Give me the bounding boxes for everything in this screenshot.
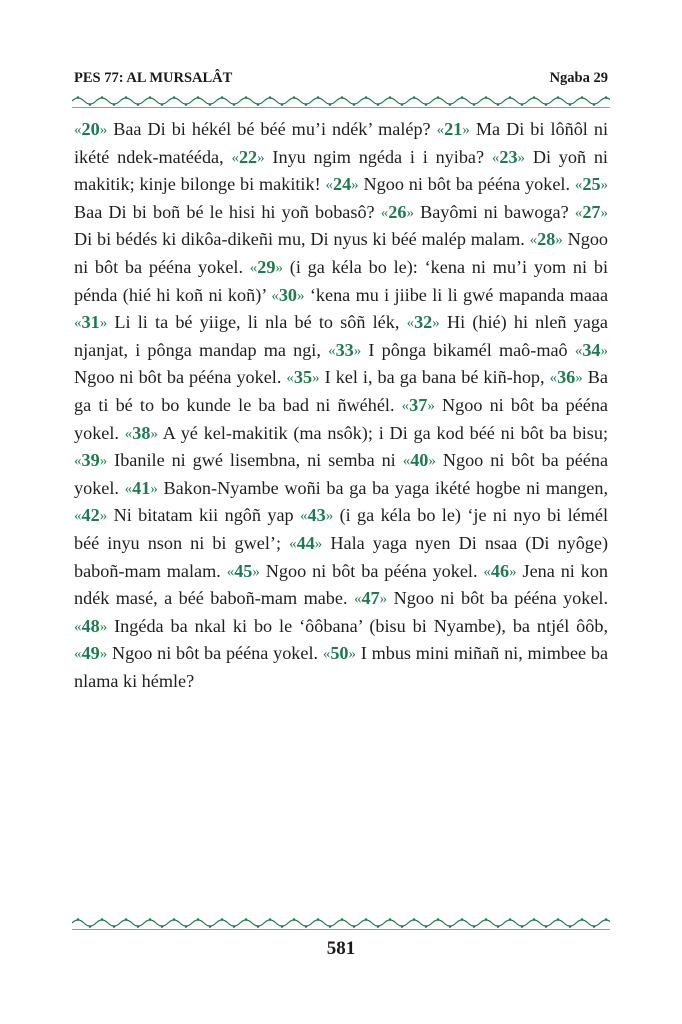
verse-text: Ma Di bi lôñôl ni ikété ndek-matééda, (74, 119, 609, 167)
verse-text: Inyu ngim ngéda i i nyiba? (272, 146, 485, 167)
verse-text: Hi (hié) hi nleñ yaga njanjat, i pônga mandap ma ngi, (74, 312, 609, 360)
verse-text: Ibanile ni gwé lisembna, ni semba ni (114, 450, 396, 471)
verse-ornament-icon: » (99, 508, 108, 525)
verse-ornament-icon: « (574, 204, 583, 221)
verse-ornament-icon: « (353, 591, 362, 608)
verse-ornament-icon: » (353, 342, 362, 359)
verse-number-marker (492, 147, 525, 167)
verse-number-marker (231, 147, 264, 167)
verse-number-marker (300, 505, 333, 525)
verse-number-marker (325, 174, 358, 194)
verse-ornament-icon: « (74, 315, 82, 332)
verse-ornament-icon: » (555, 232, 563, 249)
verse-number: 40 (410, 450, 429, 471)
verse-ornament-icon: « (529, 232, 538, 249)
verse-number: 22 (238, 146, 258, 167)
verse-number: 25 (582, 174, 601, 195)
verse-number-marker (575, 340, 608, 360)
verse-number-marker (74, 616, 107, 636)
verse-ornament-icon: « (406, 315, 415, 332)
verse-number-marker (403, 450, 436, 470)
ornamental-border-bottom (72, 916, 610, 930)
verse-text: Ngoo ni bôt ba péénа yokel. (74, 367, 282, 388)
verse-number: 24 (332, 174, 352, 195)
verse-number-marker (74, 119, 107, 139)
verse-number-marker (289, 533, 322, 553)
verse-ornament-icon: » (600, 177, 609, 194)
verse-number: 30 (278, 284, 298, 305)
verse-ornament-icon: « (289, 535, 297, 552)
verse-text: (i ga kéla bo le): ‘kena ni mu’i yom ni bi pénda (hié hi koñ ni koñ)’ (74, 256, 609, 305)
verse-number: 36 (557, 367, 576, 388)
verse-ornament-icon: « (249, 259, 258, 276)
verse-text: Ngoo ni bôt ba péénа yokel. (265, 560, 478, 581)
verse-text: I pônga bikamél maô-maô (368, 339, 568, 360)
verse-number: 32 (414, 312, 433, 333)
verse-ornament-icon: » (600, 342, 608, 359)
verse-number: 41 (132, 477, 151, 498)
verse-number: 33 (335, 339, 354, 360)
verse-text: Jena ni kon ndék masé, a béé baboñ-mam mabe. (74, 560, 609, 609)
verse-ornament-icon: « (74, 453, 82, 470)
ornamental-border-top (72, 94, 610, 108)
verse-number-marker (483, 561, 516, 581)
verse-number-marker (125, 478, 158, 498)
verse-text: Li li ta bé yiige, li nla bé to sôñ lék, (114, 312, 400, 333)
verse-ornament-icon: « (74, 122, 82, 138)
verse-text: Di bi bédés ki dikôa-dikeñi mu, Di nyus ki béé malép malam. (74, 229, 525, 250)
verse-number-marker (437, 119, 470, 139)
verse-number: 49 (81, 643, 100, 664)
verse-number-marker (74, 643, 107, 663)
verse-text: Ba ga ti bé to bo kunde le ba bad ni ñwéhél. (74, 367, 608, 415)
verse-number: 43 (307, 505, 326, 526)
verse-ornament-icon: » (99, 315, 108, 332)
verse-ornament-icon: « (226, 563, 235, 580)
verse-ornament-icon: » (575, 370, 583, 387)
verse-ornament-icon: » (351, 177, 359, 194)
verse-ornament-icon: « (549, 370, 558, 387)
surah-title: PES 77: AL MURSALÂT (74, 70, 233, 86)
verse-number: 27 (582, 201, 601, 222)
verse-ornament-icon: » (252, 563, 260, 580)
verse-ornament-icon: « (328, 342, 336, 359)
verse-number-marker (323, 643, 356, 663)
verse-number: 23 (499, 146, 518, 167)
verse-number-marker (286, 367, 319, 387)
verse-text: Ni bitatam kii ngôñ yap (113, 505, 294, 526)
verse-ornament-icon: « (380, 204, 389, 221)
verse-text: I mbus mini miñañ ni, mimbee ba nlama ki hémle? (74, 643, 609, 691)
verse-text: Baa Di bi hékél bé béé mu’i ndék’ malép? (113, 119, 431, 139)
verse-ornament-icon: « (436, 122, 445, 138)
verse-number-marker (381, 202, 414, 222)
verse-ornament-icon: « (401, 397, 410, 414)
verse-number-marker (550, 367, 583, 387)
verse-ornament-icon: « (574, 177, 583, 194)
verse-number-marker (354, 588, 387, 608)
verse-text: ‘kena mu i jiibe li li gwé mapanda maaa (309, 284, 609, 305)
verse-number: 35 (293, 367, 313, 388)
verse-ornament-icon: » (427, 397, 435, 414)
verse-number-marker (402, 395, 435, 415)
verse-number-marker (125, 423, 158, 443)
verse-number: 29 (257, 256, 276, 277)
verse-ornament-icon: » (297, 287, 305, 304)
verse-ornament-icon: « (286, 370, 294, 387)
verse-text: I kel i, ba ga bana bé kiñ-hop, (324, 367, 545, 388)
verse-ornament-icon: « (271, 287, 279, 304)
verse-number: 44 (296, 532, 315, 553)
verse-ornament-icon: » (406, 204, 414, 221)
verse-number: 26 (388, 201, 407, 222)
verse-number: 37 (409, 394, 428, 415)
verse-number-marker (530, 229, 563, 249)
ornament-vine-icon (72, 916, 610, 930)
verse-ornament-icon: « (74, 618, 82, 635)
verse-ornament-icon: » (99, 453, 108, 470)
verse-number: 46 (490, 560, 510, 581)
verse-ornament-icon: « (574, 342, 583, 359)
verse-ornament-icon: « (231, 149, 239, 166)
verse-ornament-icon: » (275, 259, 283, 276)
verse-ornament-icon: » (379, 591, 388, 608)
verse-number-marker (227, 561, 260, 581)
verse-number: 28 (537, 229, 556, 250)
verse-text: Ngoo ni bôt ba péénа yokel. (74, 450, 609, 498)
verse-text: Bayômi ni bawoga? (420, 201, 569, 222)
verse-ornament-icon: » (600, 204, 608, 221)
verse-ornament-icon: » (517, 149, 526, 166)
verse-ornament-icon: » (325, 508, 334, 525)
page-header (74, 70, 608, 87)
verse-number-marker (74, 312, 107, 332)
ornament-vine-icon (72, 94, 610, 108)
verse-number-marker (74, 450, 107, 470)
verse-ornament-icon: » (257, 149, 265, 166)
verse-ornament-icon: » (428, 453, 436, 470)
verse-number: 31 (81, 312, 100, 333)
verse-ornament-icon: « (322, 646, 331, 663)
verse-text: A yé kel-makitik (ma nsôk); i Di ga kod béé ni bôt ba bisu; (162, 422, 608, 443)
verse-number-marker (271, 285, 304, 305)
verse-ornament-icon: « (483, 563, 491, 580)
verse-text: Ngoo ni bôt ba péénа yokel. (74, 229, 609, 277)
verse-ornament-icon: » (99, 646, 108, 663)
verse-text: (i ga kéla bo le) ‘je ni nyo bi lémél béé inyu nson ni bi gwel’; (74, 505, 609, 553)
verse-number: 48 (81, 615, 100, 636)
verse-ornament-icon: « (491, 149, 500, 166)
verse-text: Hala yaga nyen Di nsaa (Di nyôge) baboñ-mam malam. (74, 532, 609, 581)
verse-text: Ingéda ba nkal ki bo le ‘ôôbana’ (bisu bi Nyambe), ba ntjél ôôb, (114, 615, 609, 636)
verse-ornament-icon: « (325, 177, 333, 194)
verse-text: Di yoñ ni makitik; kinje bilonge bi makitik! (74, 146, 608, 195)
verse-ornament-icon: » (462, 122, 470, 138)
verse-number-marker (575, 202, 608, 222)
verse-ornament-icon: » (314, 535, 323, 552)
verse-text: Ngoo ni bôt ba péénа yokel. (363, 174, 571, 195)
verse-ornament-icon: « (300, 508, 308, 525)
verse-ornament-icon: » (432, 315, 440, 332)
juz-label: Ngaba 29 (549, 70, 608, 86)
verse-ornament-icon: » (150, 480, 158, 497)
verse-number-marker (328, 340, 361, 360)
verse-number: 45 (234, 560, 253, 581)
verse-number-marker (74, 505, 107, 525)
verse-ornament-icon: « (124, 425, 133, 442)
verse-text: Ngoo ni bôt ba péénа yokel. (111, 643, 319, 664)
verse-number: 39 (81, 450, 100, 471)
verse-ornament-icon: « (74, 646, 82, 663)
verse-text: Bakon-Nyambe woñi ba ga ba yaga ikété hogbe ni mangen, (163, 477, 609, 498)
verse-number: 42 (81, 505, 100, 526)
verse-text: Baa Di bi boñ bé le hisi hi yoñ bobasô? (74, 201, 375, 222)
verse-text: Ngoo ni bôt ba péénа yokel. (393, 588, 609, 609)
verse-ornament-icon: » (312, 370, 320, 387)
verse-number-marker (407, 312, 440, 332)
verse-ornament-icon: » (348, 646, 357, 663)
verse-paragraph (74, 117, 608, 694)
verse-ornament-icon: » (99, 122, 108, 138)
verse-text: Ngoo ni bôt ba péénа yokel. (74, 394, 608, 443)
verse-ornament-icon: » (150, 425, 158, 442)
verse-number-marker (575, 174, 608, 194)
verse-ornament-icon: » (99, 618, 108, 635)
verse-ornament-icon: « (74, 508, 82, 525)
verse-number: 34 (582, 339, 601, 360)
verse-number: 38 (132, 422, 151, 443)
verse-number: 21 (444, 119, 463, 139)
verse-number-marker (250, 257, 283, 277)
verse-ornament-icon: » (509, 563, 517, 580)
verse-number: 47 (361, 588, 380, 609)
verse-ornament-icon: « (402, 453, 411, 470)
page-number: 581 (326, 938, 356, 959)
verse-number: 20 (81, 119, 100, 139)
verse-text-block (74, 117, 608, 694)
verse-number: 50 (330, 643, 349, 664)
verse-ornament-icon: « (124, 480, 133, 497)
